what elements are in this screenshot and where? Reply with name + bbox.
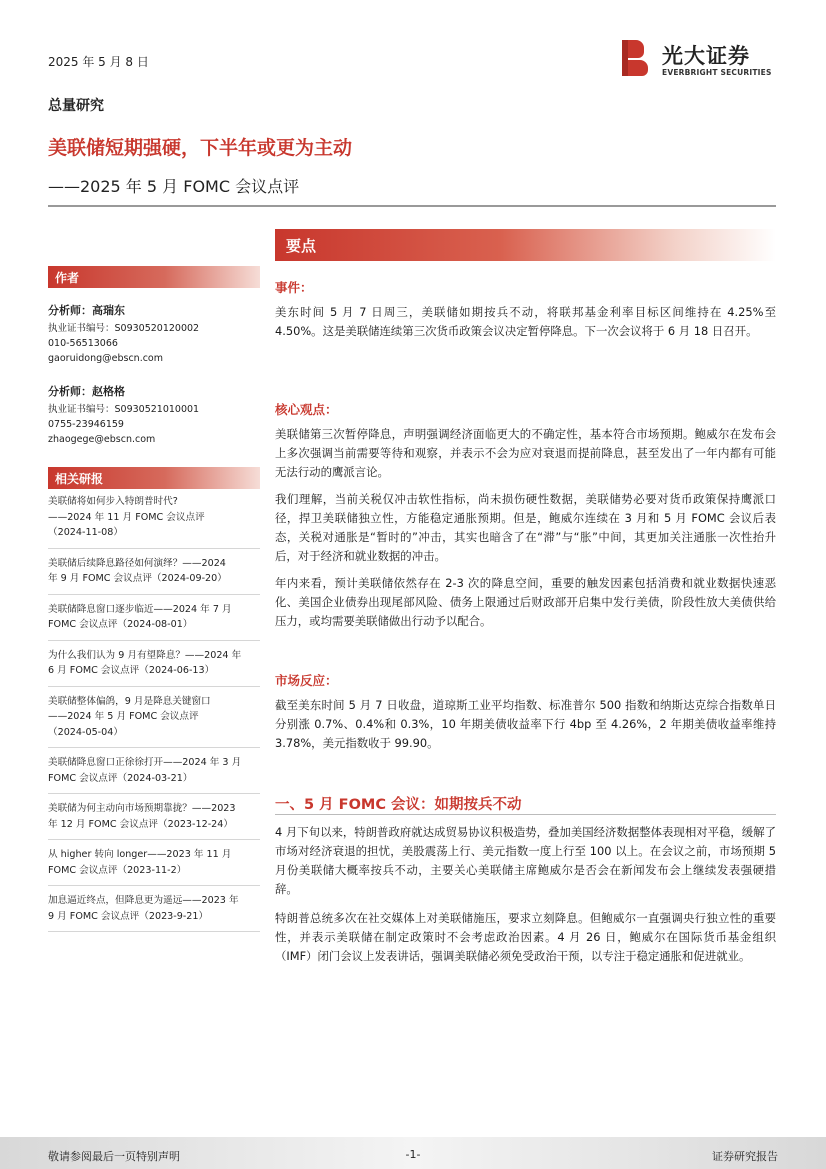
body-paragraph: 特朗普总统多次在社交媒体上对美联储施压，要求立刻降息。但鲍威尔一直强调央行独立性的重要性，并表示美联储在制定政策时不会考虑政治因素。4 月 26 日，鲍威尔在国际货币基金组织（IMF）闭门会议上发表讲话，强调美联储必须免受政治干预，以专注于稳定通胀和促进就业。 xyxy=(275,911,776,963)
report-subtitle: ——2025 年 5 月 FOMC 会议点评 xyxy=(48,177,300,196)
page-number: -1- xyxy=(405,1148,421,1161)
related-research-line: 美联储降息窗口逐步临近——2024 年 7 月 xyxy=(48,603,232,615)
related-research-item[interactable] xyxy=(48,893,260,932)
related-research-line: 美联储后续降息路径如何演绎？——2024 xyxy=(48,557,226,569)
analyst-name: 分析师：高瑞东 xyxy=(48,304,125,317)
core-view-label: 核心观点： xyxy=(275,402,338,417)
market-reaction-label: 市场反应： xyxy=(275,673,338,688)
related-research-line: 美联储为何主动向市场预期靠拢？——2023 xyxy=(48,803,236,814)
related-research-line: FOMC 会议点评（2023-11-2） xyxy=(48,864,187,876)
body-paragraph: 4 月下旬以来，特朗普政府就达成贸易协议积极造势，叠加美国经济数据整体表现相对平稳，缓解了市场对经济衰退的担忧，美股震荡上行、美元指数一度上行至 100 以上。在会议之前，市场预期 5 月份美联储大概率按兵不动，主要关心美联储主席鲍威尔是否会在新闻发布会上继续发表强硬措辞。 xyxy=(275,825,776,896)
analyst-phone: 010-56513066 xyxy=(48,338,118,349)
related-research-item[interactable] xyxy=(48,648,260,687)
related-research-line: 年 9 月 FOMC 会议点评（2024-09-20） xyxy=(48,573,227,584)
analyst-name: 分析师：赵格格 xyxy=(48,385,125,398)
event-label: 事件： xyxy=(275,280,313,295)
related-research-line: 从 higher 转向 longer——2023 年 11 月 xyxy=(48,849,232,860)
title-divider xyxy=(48,205,776,207)
related-research-item[interactable] xyxy=(48,801,260,840)
related-research-line: ——2024 年 5 月 FOMC 会议点评 xyxy=(48,711,199,722)
analyst-license: 执业证书编号：S0930521010001 xyxy=(48,404,200,415)
market-paragraph: 截至美东时间 5 月 7 日收盘，道琼斯工业平均指数、标准普尔 500 指数和纳斯达克综合指数单日分别涨 0.7%、0.4%和 0.3%，10 年期美债收益率下行 4bp 至 4.26%，2 年期美债收益率维持 3.78%，美元指数收于 99.90。 xyxy=(275,698,776,750)
section-divider xyxy=(275,814,776,815)
analyst-email: zhaogege@ebscn.com xyxy=(48,434,156,445)
core-paragraph: 年内来看，预计美联储依然存在 2-3 次的降息空间，重要的触发因素包括消费和就业数据快速恶化、美国企业债券出现尾部风险、债务上限通过后财政部开启集中发行美债，阶段性放大美债供给压力，或均需要美联储做出行动予以配合。 xyxy=(275,576,776,628)
related-research-line: FOMC 会议点评（2024-03-21） xyxy=(48,772,193,784)
analyst-email: gaoruidong@ebscn.com xyxy=(48,353,164,364)
related-research-line: （2024-11-08） xyxy=(48,527,123,538)
analyst-phone: 0755-23946159 xyxy=(48,419,124,430)
related-research-line: ——2024 年 11 月 FOMC 会议点评 xyxy=(48,511,205,523)
related-research-line: 美联储整体偏鸽，9 月是降息关键窗口 xyxy=(48,695,211,707)
related-research-item[interactable] xyxy=(48,494,260,549)
related-research-line: 6 月 FOMC 会议点评（2024-06-13） xyxy=(48,665,215,676)
brand-name-en: EVERBRIGHT SECURITIES xyxy=(662,68,772,77)
related-research-line: 美联储将如何步入特朗普时代? xyxy=(48,496,178,507)
related-research-line: 9 月 FOMC 会议点评（2023-9-21） xyxy=(48,910,209,922)
report-category: 总量研究 xyxy=(48,98,104,114)
related-research-item[interactable] xyxy=(48,755,260,794)
related-research-line: 美联储降息窗口正徐徐打开——2024 年 3 月 xyxy=(48,757,242,768)
related-research-list xyxy=(48,494,260,939)
section-heading: 一、5 月 FOMC 会议：如期按兵不动 xyxy=(275,797,522,813)
related-research-item[interactable] xyxy=(48,694,260,749)
report-title: 美联储短期强硬，下半年或更为主动 xyxy=(48,137,353,159)
analyst-card xyxy=(48,384,260,447)
related-research-item[interactable] xyxy=(48,847,260,886)
related-research-heading: 相关研报 xyxy=(48,467,260,489)
related-research-line: 加息逼近终点，但降息更为遥远——2023 年 xyxy=(48,895,239,906)
analyst-card xyxy=(48,303,260,366)
related-research-line: FOMC 会议点评（2024-08-01） xyxy=(48,619,193,630)
report-date: 2025 年 5 月 8 日 xyxy=(48,55,149,69)
core-paragraph: 美联储第三次暂停降息，声明强调经济面临更大的不确定性，基本符合市场预期。鲍威尔在发布会上多次强调当前需要等待和观察，并表示不会为应对衰退而提前降息，甚至发出了一年内都有可能无法行动的鹰派言论。 xyxy=(275,427,776,479)
footer-disclaimer: 敬请参阅最后一页特别声明 xyxy=(48,1150,180,1163)
footer-doc-type: 证券研究报告 xyxy=(712,1150,778,1163)
related-research-item[interactable] xyxy=(48,556,260,595)
brand-name-cn: 光大证券 xyxy=(662,44,750,68)
keypoints-banner xyxy=(275,229,776,261)
author-heading: 作者 xyxy=(48,266,260,288)
core-paragraph: 我们理解，当前关税仅冲击软性指标，尚未损伤硬性数据，美联储势必要对货币政策保持鹰派口径，捍卫美联储独立性，方能稳定通胀预期。但是，鲍威尔连续在 3 月和 5 月 FOMC 会议后表态，关税对通胀是“暂时的”冲击，其实也暗含了在“滞”与“胀”中间，其更加关注通胀一次性抬升后，对于经济和就业数据的冲击。 xyxy=(275,492,776,563)
related-research-line: （2024-05-04） xyxy=(48,726,123,738)
related-research-line: 年 12 月 FOMC 会议点评（2023-12-24） xyxy=(48,818,233,830)
event-paragraph: 美东时间 5 月 7 日周三，美联储如期按兵不动，将联邦基金利率目标区间维持在 4.25%至 4.50%。这是美联储连续第三次货币政策会议决定暂停降息。下一次会议将于 6 月 18 日召开。 xyxy=(275,305,776,338)
related-research-item[interactable] xyxy=(48,602,260,641)
related-research-line: 为什么我们认为 9 月有望降息？——2024 年 xyxy=(48,649,242,661)
analyst-license: 执业证书编号：S0930520120002 xyxy=(48,323,200,334)
keypoints-label: 要点 xyxy=(286,237,317,255)
